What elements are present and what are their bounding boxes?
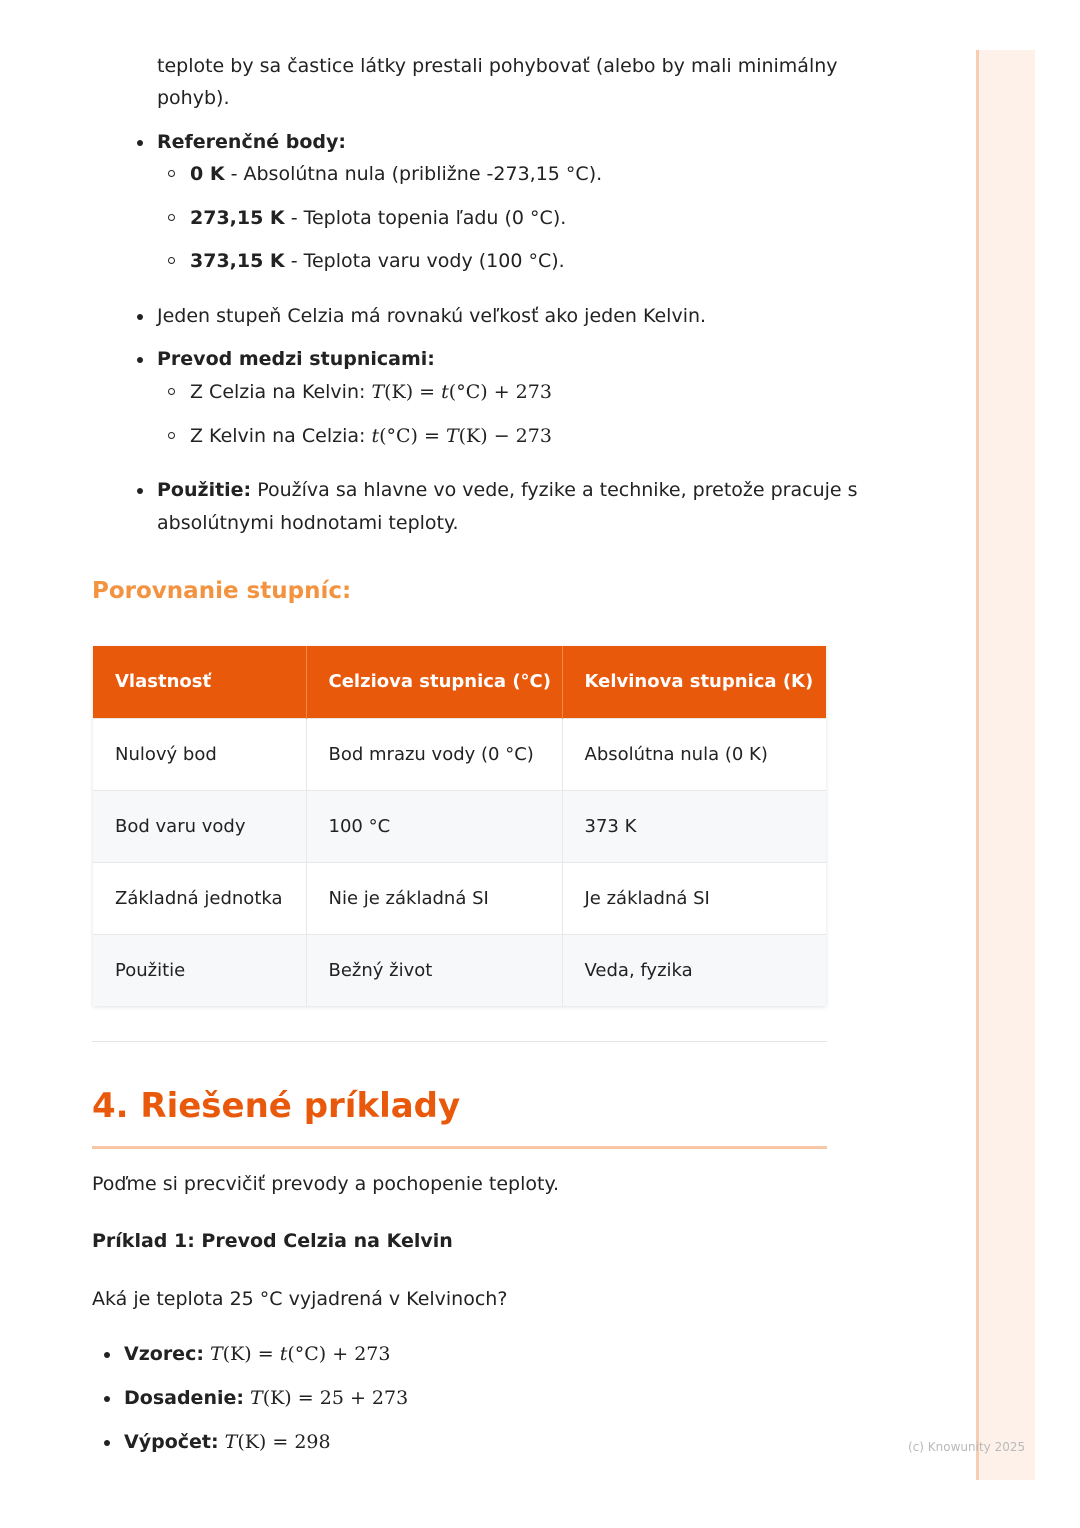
bullet-icon: [137, 140, 143, 146]
copyright-text: (c) Knowunity 2025: [908, 1440, 1026, 1454]
bullet-icon: [137, 314, 143, 320]
table-cell: 373 K: [562, 790, 826, 862]
table-row: [93, 934, 826, 1006]
circle-bullet-icon: [168, 257, 175, 264]
section-divider: [92, 1041, 827, 1042]
table-cell: Nie je základná SI: [306, 862, 562, 934]
table-cell: Základná jednotka: [93, 862, 306, 934]
reference-item: 0 K - Absolútna nula (približne -273,15 °C).: [190, 163, 603, 185]
table-cell: Absolútna nula (0 K): [562, 718, 826, 790]
right-margin-panel: [976, 50, 1035, 1480]
table-cell: Bežný život: [306, 934, 562, 1006]
usage-line-2: absolútnymi hodnotami teploty.: [157, 512, 459, 534]
circle-bullet-icon: [168, 170, 175, 177]
table-cell: Nulový bod: [93, 718, 306, 790]
bullet-icon: [137, 357, 143, 363]
table-header-row: [93, 646, 826, 718]
reference-label: Referenčné body:: [157, 131, 346, 153]
bullet-icon: [104, 1440, 110, 1446]
circle-bullet-icon: [168, 432, 175, 439]
section-intro: Poďme si precvičiť prevody a pochopenie teploty.: [92, 1173, 560, 1195]
table-cell: Je základná SI: [562, 862, 826, 934]
reference-item: 373,15 K - Teplota varu vody (100 °C).: [190, 250, 565, 272]
example-title: Príklad 1: Prevod Celzia na Kelvin: [92, 1230, 453, 1252]
bullet-icon: [104, 1396, 110, 1402]
formula-line: Vzorec: T(K) = t(°C) + 273: [124, 1343, 391, 1365]
usage-line-1: Použitie: Používa sa hlavne vo vede, fyzike a technike, pretože pracuje s: [157, 479, 858, 501]
table-cell: Bod varu vody: [93, 790, 306, 862]
intro-line-1: teplote by sa častice látky prestali pohybovať (alebo by mali minimálny: [157, 55, 838, 77]
degree-note: Jeden stupeň Celzia má rovnakú veľkosť ako jeden Kelvin.: [157, 305, 707, 327]
table-header-cell: Celziova stupnica (°C): [306, 646, 562, 718]
circle-bullet-icon: [168, 388, 175, 395]
table-cell: Veda, fyzika: [562, 934, 826, 1006]
reference-item: 273,15 K - Teplota topenia ľadu (0 °C).: [190, 207, 567, 229]
bullet-icon: [104, 1352, 110, 1358]
bullet-icon: [137, 488, 143, 494]
conversion-c-to-k: Z Celzia na Kelvin: T(K) = t(°C) + 273: [190, 381, 552, 403]
calculation-line: Výpočet: T(K) = 298: [124, 1431, 331, 1453]
table-row: [93, 718, 826, 790]
table-header-cell: Kelvinova stupnica (K): [562, 646, 826, 718]
section-title: 4. Riešené príklady: [92, 1086, 461, 1126]
conversion-label: Prevod medzi stupnicami:: [157, 348, 435, 370]
table-cell: Použitie: [93, 934, 306, 1006]
example-question: Aká je teplota 25 °C vyjadrená v Kelvinoch?: [92, 1288, 508, 1310]
comparison-table: [93, 646, 826, 1006]
substitution-line: Dosadenie: T(K) = 25 + 273: [124, 1387, 409, 1409]
table-header-cell: Vlastnosť: [93, 646, 306, 718]
title-underline: [92, 1146, 827, 1149]
comparison-heading: Porovnanie stupníc:: [92, 578, 352, 604]
intro-line-2: pohyb).: [157, 87, 230, 109]
circle-bullet-icon: [168, 214, 175, 221]
table-row: [93, 790, 826, 862]
table-row: [93, 862, 826, 934]
conversion-k-to-c: Z Kelvin na Celzia: t(°C) = T(K) − 273: [190, 425, 552, 447]
table-cell: Bod mrazu vody (0 °C): [306, 718, 562, 790]
table-cell: 100 °C: [306, 790, 562, 862]
